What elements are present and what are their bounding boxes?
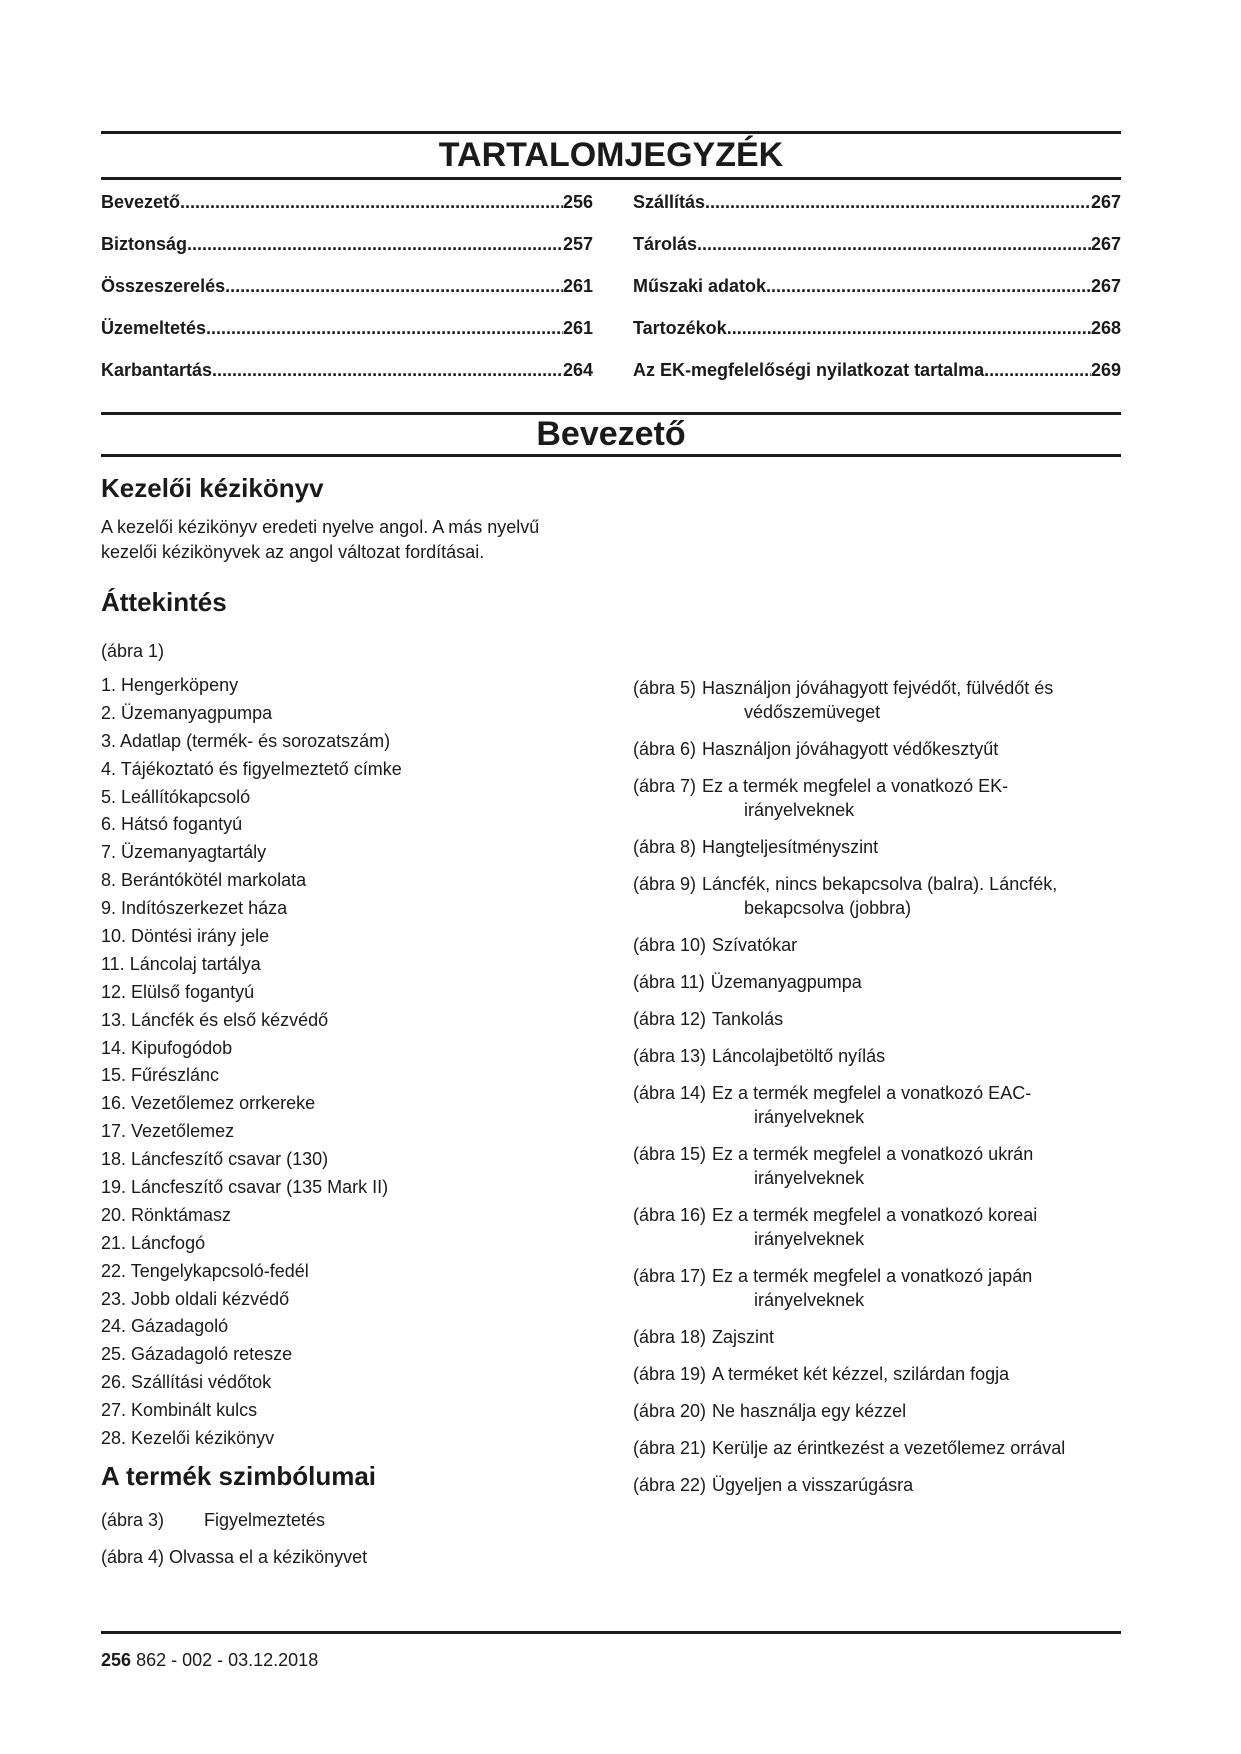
symbol-item (633, 835, 1123, 859)
toc-entry-page: 268 (1090, 318, 1121, 338)
page-footer (101, 1650, 318, 1671)
overview-heading: Áttekintés (101, 587, 227, 617)
symbol-text-cont: bekapcsolva (jobbra) (744, 898, 912, 918)
symbol-text: Hangteljesítményszint (702, 837, 879, 857)
symbol-text: Láncfék, nincs bekapcsolva (balra). Láncfék, (702, 874, 1058, 894)
list-item: 1. Hengerköpeny (101, 675, 239, 695)
symbol-text-cont: irányelveknek (754, 1168, 865, 1188)
manual-text (101, 515, 621, 565)
list-item: 16. Vezetőlemez orrkereke (101, 1093, 316, 1114)
symbol-ref: (ábra 5) (633, 678, 697, 698)
footer-rule (101, 1631, 1121, 1634)
symbol-text: Ügyeljen a visszarúgásra (712, 1475, 914, 1495)
toc-entry-page: 267 (1090, 276, 1121, 296)
symbol-text-cont: védőszemüveget (744, 702, 881, 722)
list-item: 21. Láncfogó (101, 1232, 206, 1253)
symbol-ref: (ábra 14) (633, 1083, 707, 1103)
toc-entry-page: 267 (1090, 234, 1121, 254)
toc-entry[interactable] (101, 276, 593, 318)
toc-leader (225, 276, 563, 297)
symbol-text: Kerülje az érintkezést a vezetőlemez orrával (712, 1438, 1066, 1458)
toc-entry-page: 264 (562, 360, 593, 380)
toc-entry[interactable] (633, 234, 1121, 276)
list-item: 24. Gázadagoló (101, 1316, 229, 1337)
toc-entry-page: 257 (562, 234, 593, 254)
toc-entry-label: Biztonság (101, 234, 188, 254)
toc-entry-page: 267 (1090, 192, 1121, 212)
list-item: 19. Láncfeszítő csavar (135 Mark II) (101, 1177, 389, 1198)
symbol-text: Szívatókar (712, 935, 798, 955)
list-item: 15. Fűrészlánc (101, 1065, 220, 1086)
list-item: 3. Adatlap (termék- és sorozatszám) (101, 730, 391, 751)
symbol-ref: (ábra 22) (633, 1475, 707, 1495)
symbol-text-cont: irányelveknek (754, 1107, 865, 1127)
list-item: 4. Tájékoztató és figyelmeztető címke (101, 758, 402, 779)
toc-entry-label: Tartozékok (633, 318, 727, 338)
symbol-text: Ez a termék megfelel a vonatkozó ukrán (712, 1144, 1034, 1164)
toc-entry[interactable] (633, 192, 1121, 234)
symbol-item-fig3 (101, 1508, 621, 1533)
symbol-text: Ez a termék megfelel a vonatkozó japán (712, 1266, 1033, 1286)
symbol-text: Üzemanyagpumpa (710, 972, 862, 992)
symbol-item (633, 737, 1123, 761)
symbol-item (633, 1399, 1123, 1423)
toc-leader (206, 318, 563, 339)
section-title: Bevezető (536, 415, 686, 453)
toc-entry-page: 261 (562, 318, 593, 338)
symbol-item (633, 774, 1123, 822)
symbol-ref: (ábra 20) (633, 1401, 707, 1421)
manual-heading: Kezelői kézikönyv (101, 473, 324, 503)
toc-right-column (633, 192, 1121, 402)
toc-entry-page: 261 (562, 276, 593, 296)
symbol-item (633, 676, 1123, 724)
toc-entry-label: Összeszerelés (101, 276, 226, 296)
symbol-text: Ez a termék megfelel a vonatkozó EAC- (712, 1083, 1032, 1103)
list-item: 6. Hátsó fogantyú (101, 814, 243, 835)
symbol-text: Használjon jóváhagyott védőkesztyűt (702, 739, 999, 759)
toc-leader (697, 234, 1091, 255)
symbol-item (633, 970, 1123, 994)
symbol-ref: (ábra 6) (633, 739, 697, 759)
toc-entry-label: Üzemeltetés (101, 318, 207, 338)
toc-entry[interactable] (633, 318, 1121, 360)
symbol-text-cont: irányelveknek (754, 1229, 865, 1249)
list-item: 22. Tengelykapcsoló-fedél (101, 1260, 309, 1281)
toc-entry-label: Szállítás (633, 192, 706, 212)
symbol-text: A terméket két kézzel, szilárdan fogja (712, 1364, 1010, 1384)
toc-entry[interactable] (101, 318, 593, 360)
symbol-item (633, 1044, 1123, 1068)
symbol-text: Ez a termék megfelel a vonatkozó EK- (702, 776, 1009, 796)
symbol-ref: (ábra 19) (633, 1364, 707, 1384)
toc-leader (727, 318, 1091, 339)
symbol-ref: (ábra 9) (633, 874, 697, 894)
page-number: 256 (101, 1650, 132, 1670)
symbol-item (633, 1473, 1123, 1497)
symbol-ref: (ábra 10) (633, 935, 707, 955)
symbol-ref: (ábra 8) (633, 837, 697, 857)
symbol-text-cont: irányelveknek (754, 1290, 865, 1310)
symbols-heading: A termék szimbólumai (101, 1461, 377, 1491)
toc-left-column (101, 192, 593, 402)
toc-entry[interactable] (101, 234, 593, 276)
toc-entry-label: Bevezető (101, 192, 181, 212)
symbol-ref: (ábra 13) (633, 1046, 707, 1066)
toc-entry[interactable] (633, 360, 1121, 402)
toc-leader (766, 276, 1091, 297)
symbol-ref: (ábra 16) (633, 1205, 707, 1225)
toc-leader (180, 192, 563, 213)
symbol-item (633, 1007, 1123, 1031)
component-list (101, 672, 402, 1453)
symbol-text: Ne használja egy kézzel (712, 1401, 907, 1421)
symbol-text: Zajszint (712, 1327, 775, 1347)
list-item: 7. Üzemanyagtartály (101, 842, 267, 863)
list-item: 23. Jobb oldali kézvédő (101, 1288, 290, 1309)
section-bottom-rule (101, 454, 1121, 457)
toc-entry[interactable] (633, 276, 1121, 318)
list-item: 5. Leállítókapcsoló (101, 786, 251, 807)
toc-leader (984, 360, 1091, 381)
list-item: 20. Rönktámasz (101, 1204, 232, 1225)
toc-entry-label: Műszaki adatok (633, 276, 767, 296)
toc-title: TARTALOMJEGYZÉK (438, 136, 784, 174)
symbol-ref: (ábra 21) (633, 1438, 707, 1458)
list-item: 18. Láncfeszítő csavar (130) (101, 1149, 329, 1170)
symbol-text: Láncolajbetöltő nyílás (712, 1046, 886, 1066)
list-item: 27. Kombinált kulcs (101, 1400, 258, 1421)
symbol-text: Tankolás (712, 1009, 784, 1029)
symbol-item (633, 1436, 1123, 1460)
list-item: 26. Szállítási védőtok (101, 1372, 272, 1393)
symbol-text: Figyelmeztetés (204, 1510, 326, 1530)
toc-entry-label: Tárolás (633, 234, 698, 254)
symbol-ref: (ábra 17) (633, 1266, 707, 1286)
symbol-text-cont: irányelveknek (744, 800, 855, 820)
list-item: 2. Üzemanyagpumpa (101, 702, 273, 723)
toc-bottom-rule (101, 177, 1121, 180)
overview-figure-ref: (ábra 1) (101, 641, 165, 661)
toc-entry-label: Az EK-megfelelőségi nyilatkozat tartalma (633, 360, 985, 380)
list-item: 17. Vezetőlemez (101, 1121, 235, 1142)
toc-entry-page: 256 (562, 192, 593, 212)
list-item: 8. Berántókötél markolata (101, 870, 307, 891)
toc-entry[interactable] (101, 360, 593, 402)
list-item: 28. Kezelői kézikönyv (101, 1428, 275, 1449)
toc-entry[interactable] (101, 192, 593, 234)
list-item: 11. Láncolaj tartálya (101, 953, 261, 974)
symbol-item (633, 933, 1123, 957)
symbol-item (633, 1325, 1123, 1349)
list-item: 10. Döntési irány jele (101, 926, 270, 947)
symbol-item (633, 872, 1123, 920)
symbol-item (633, 1203, 1123, 1251)
symbol-text: Ez a termék megfelel a vonatkozó koreai (712, 1205, 1038, 1225)
symbol-item (633, 1362, 1123, 1386)
list-item: 25. Gázadagoló retesze (101, 1344, 293, 1365)
symbol-ref: (ábra 3) (101, 1510, 165, 1530)
manual-text-line: A kezelői kézikönyv eredeti nyelve angol. A más nyelvű (101, 517, 540, 537)
list-item: 12. Elülső fogantyú (101, 981, 255, 1002)
symbol-ref: (ábra 7) (633, 776, 697, 796)
symbol-ref: (ábra 15) (633, 1144, 707, 1164)
symbol-ref: (ábra 18) (633, 1327, 707, 1347)
list-item: 13. Láncfék és első kézvédő (101, 1009, 329, 1030)
symbol-ref: (ábra 12) (633, 1009, 707, 1029)
symbol-item (633, 1264, 1123, 1312)
list-item: 9. Indítószerkezet háza (101, 898, 288, 919)
toc-top-rule (101, 131, 1121, 134)
toc-leader (705, 192, 1091, 213)
list-item: 14. Kipufogódob (101, 1037, 233, 1058)
symbol-item (633, 1081, 1123, 1129)
symbol-item-fig4: (ábra 4) Olvassa el a kézikönyvet (101, 1547, 368, 1567)
symbol-item (633, 1142, 1123, 1190)
symbol-ref: (ábra 11) (633, 972, 705, 992)
toc-leader (187, 234, 563, 255)
document-code: 862 - 002 - 03.12.2018 (136, 1650, 319, 1670)
manual-text-line: kezelői kézikönyvek az angol változat fordításai. (101, 542, 485, 562)
symbol-list (633, 676, 1123, 1510)
toc-entry-label: Karbantartás (101, 360, 213, 380)
symbol-text: Használjon jóváhagyott fejvédőt, fülvédőt és (702, 678, 1054, 698)
toc-entry-page: 269 (1090, 360, 1121, 380)
toc-leader (212, 360, 563, 381)
